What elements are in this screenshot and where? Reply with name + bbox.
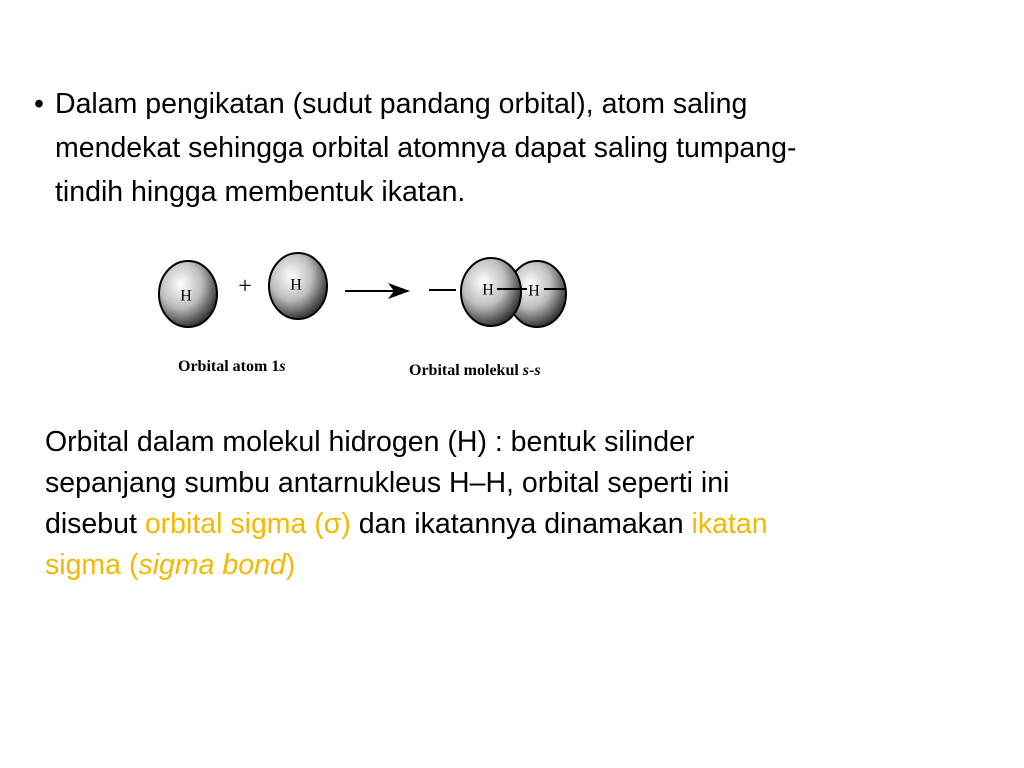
- term-sigma-bond: sigma bond: [138, 549, 286, 581]
- para-line-1: Orbital dalam molekul hidrogen (H) : bentuk silinder: [45, 426, 695, 458]
- para-line-3-middle: dan ikatannya dinamakan: [350, 508, 692, 540]
- term-sigma-close: ): [285, 549, 296, 581]
- plus-sign: +: [238, 273, 252, 300]
- h-atom-right-label: H: [290, 276, 302, 294]
- term-ikatan: ikatan: [691, 508, 768, 540]
- para-line-2: sepanjang sumbu antarnukleus H–H, orbital seperti ini: [45, 467, 730, 499]
- para-line-3-start: disebut: [45, 508, 145, 540]
- term-orbital-sigma: orbital sigma (σ): [144, 508, 351, 540]
- term-sigma-open: sigma (: [45, 549, 139, 581]
- h2-molecule: [461, 258, 566, 327]
- bullet-line-3: tindih hingga membentuk ikatan.: [55, 176, 466, 208]
- h-atom-right: [269, 253, 327, 319]
- h-atom-left-label: H: [180, 287, 192, 305]
- para-line-4: [45, 545, 985, 586]
- caption-atomic-orbital: Orbital atom 1s: [178, 358, 286, 375]
- bullet-text-1: Dalam pengikatan (sudut pandang orbital), atom saling: [55, 88, 748, 120]
- para-line-3: [45, 504, 985, 545]
- h2-atom-b-label: H: [528, 282, 540, 300]
- h2-atom-a-label: H: [482, 281, 494, 299]
- bullet-line-2: mendekat sehingga orbital atomnya dapat saling tumpang-: [55, 132, 797, 164]
- bullet-marker: •: [34, 88, 44, 120]
- sigma-explanation: [45, 422, 985, 586]
- h-atom-left: [159, 261, 217, 327]
- caption-molecular-orbital: Orbital molekul s-s: [409, 362, 541, 379]
